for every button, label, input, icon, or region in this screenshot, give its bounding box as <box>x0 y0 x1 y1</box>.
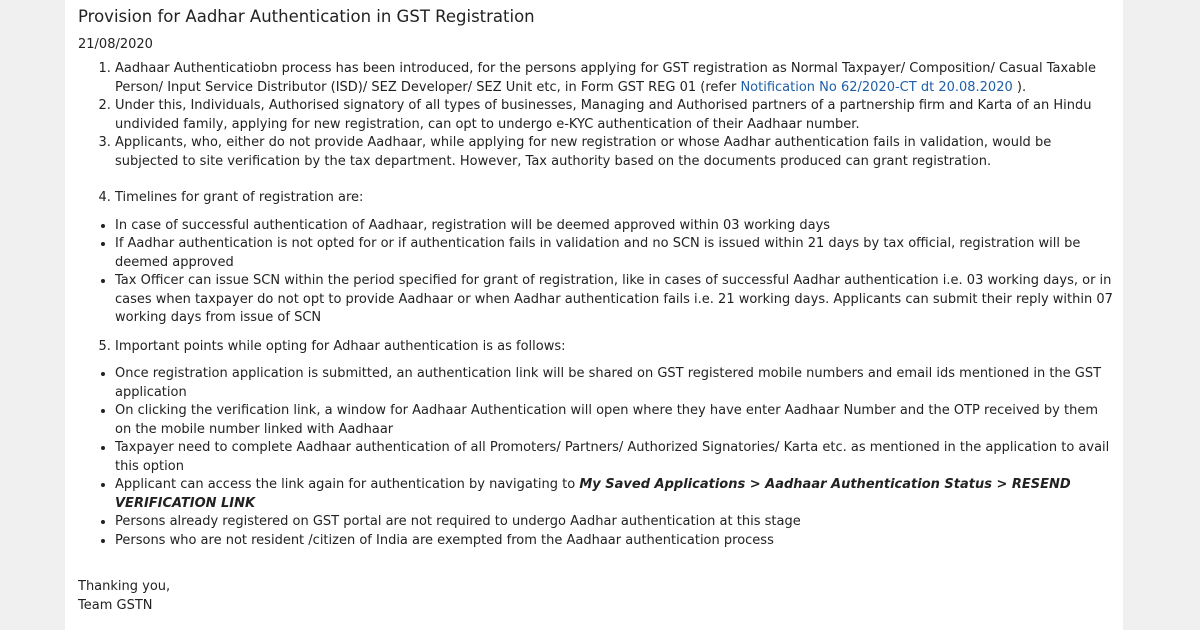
navigation-path: My Saved Applications > Aadhaar Authentication Status > RESEND VERIFICATION LINK <box>115 477 1071 511</box>
list-item: • If Aadhar authentication is not opted for or if authentication fails in validation and no SCN is issued within 21 days by tax official, registration will be deemed approved <box>115 235 1118 272</box>
spacer <box>78 171 1118 189</box>
spacer <box>78 356 1118 365</box>
numbered-point-5 <box>78 338 1118 357</box>
list-item: • In case of successful authentication of Aadhaar, registration will be deemed approved within 03 working days <box>115 217 1118 236</box>
timelines-list <box>78 217 1118 328</box>
numbered-point-4 <box>78 189 1118 208</box>
spacer <box>78 328 1118 338</box>
point-5: 5. Important points while opting for Adhaar authentication is as follows: <box>115 338 1118 357</box>
point-1-end: ). <box>1012 79 1027 95</box>
publish-date: 21/08/2020 <box>78 37 153 52</box>
point-4: 4. Timelines for grant of registration are: <box>115 189 1118 208</box>
signoff-line-2: Team GSTN <box>78 597 153 613</box>
numbered-points-1-3 <box>78 60 1118 171</box>
list-item <box>115 476 1118 513</box>
document-page <box>65 0 1123 630</box>
spacer <box>78 208 1118 217</box>
point-2: 2. Under this, Individuals, Authorised signatory of all types of businesses, Managing and Authorised partners of a partnership firm and Karta of an Hindu undivided family, applying for new registration, can opt to undergo e-KYC authentication of their Aadhaar number. <box>115 97 1118 134</box>
signoff-line-1: Thanking you, <box>78 579 171 594</box>
list-item-text: Applicant can access the link again for authentication by navigating to <box>115 477 580 492</box>
list-item: • Taxpayer need to complete Aadhaar authentication of all Promoters/ Partners/ Authorized Signatories/ Karta etc. as mentioned in the application to avail this option <box>115 439 1118 476</box>
important-points-list <box>78 365 1118 550</box>
list-item: • Once registration application is submitted, an authentication link will be shared on GST registered mobile numbers and email ids mentioned in the GST application <box>115 365 1118 402</box>
list-item: • On clicking the verification link, a window for Aadhaar Authentication will open where they have enter Aadhaar Number and the OTP received by them on the mobile number linked with Aadhaar <box>115 402 1118 439</box>
list-item: • Persons already registered on GST portal are not required to undergo Aadhar authentication at this stage <box>115 513 1118 532</box>
list-item: • Tax Officer can issue SCN within the period specified for grant of registration, like in cases of successful Aadhar authentication i.e. 03 working days, or in cases when taxpayer do not opt to provide Aadhaar or when Aadhar authentication fails i.e. 21 working days. Applicants can submit their reply within 07 working days from issue of SCN <box>115 272 1118 328</box>
point-1-text: Aadhaar Authenticatiobn process has been introduced, for the persons applying for GST registration as Normal Taxpayer/ Composition/ Casual Taxable Person/ Input Service Distributor (ISD)/ SEZ Developer/ SEZ Unit etc, in Form GST REG 01 (refer <box>115 61 1096 95</box>
signoff <box>78 578 1118 615</box>
announcement-content <box>78 6 1118 615</box>
point-1 <box>115 60 1118 97</box>
page-title: Provision for Aadhar Authentication in GST Registration <box>78 7 535 26</box>
point-3: 3. Applicants, who, either do not provide Aadhaar, while applying for new registration or whose Aadhar authentication fails in validation, would be subjected to site verification by the tax department. However, Tax authority based on the documents produced can grant registration. <box>115 134 1118 171</box>
list-item: • Persons who are not resident /citizen of India are exempted from the Aadhaar authentication process <box>115 532 1118 551</box>
notification-link[interactable]: Notification No 62/2020-CT dt 20.08.2020 <box>740 79 1013 95</box>
